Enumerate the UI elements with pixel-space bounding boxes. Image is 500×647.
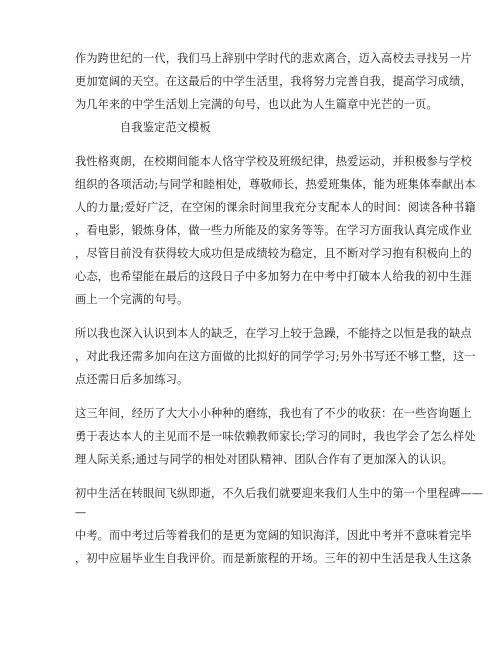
paragraph-line: ，初中应届毕业生自我评价。而是新旅程的开场。三年的初中生活是我人生这条 [75, 552, 472, 565]
paragraph-line: 组织的各项活动;与同学和睦相处，尊敬师长，热爱班集体，能为班集体奉献出本 [75, 178, 476, 191]
paragraph-line: 中考。而中考过后等着我们的是更为宽阔的知识海洋，因此中考并不意味着完毕 [75, 529, 472, 542]
paragraph-line: 人的力量;爱好广泛，在空闲的课余时间里我充分支配本人的时间：阅读各种书籍 [75, 201, 476, 214]
paragraph-line: 勇于表达本人的主见而不是一味依赖教师家长;学习的同时，我也学会了怎么样处 [75, 430, 476, 443]
paragraph-line: 作为跨世纪的一代，我们马上辞别中学时代的悲欢离合，迈入高校去寻找另一片 [75, 52, 472, 65]
paragraph-line: ，对此我还需多加向在这方面做的比拟好的同学学习;另外书写还不够工整，这一 [75, 350, 476, 363]
paragraph-line: 初中生活在转眼间飞纵即逝，不久后我们就要迎来我们人生中的第一个里程碑—— [75, 487, 484, 500]
paragraph-line: 画上一个完满的句号。 [75, 293, 189, 306]
paragraph-line: 心态，也希望能在最后的这段日子中多加努力在中考中打破本人给我的初中生涯 [75, 270, 472, 283]
paragraph-line: 理人际关系;通过与同学的相处对团队精神、团队合作有了更加深入的认识。 [75, 453, 454, 466]
section-heading: 自我鉴定范文模板 [120, 121, 211, 134]
paragraph-line: 这三年间，经历了大大小小种种的磨练，我也有了不少的收获：在一些咨询题上 [75, 407, 472, 420]
paragraph-line: 所以我也深入认识到本人的缺乏，在学习上较于急躁，不能持之以恒是我的缺点 [75, 327, 472, 340]
paragraph-line: ，尽管目前没有获得较大成功但是成绩较为稳定，且不断对学习抱有积极向上的 [75, 247, 472, 260]
paragraph-line: 我性格爽朗，在校期间能本人恪守学校及班级纪律，热爱运动，并积极参与学校 [75, 155, 472, 168]
paragraph-line: 点还需日后多加练习。 [75, 373, 189, 386]
paragraph-line: 为几年来的中学生活划上完满的句号，也以此为人生篇章中光芒的一页。 [75, 98, 438, 111]
paragraph-line: 更加宽阔的天空。在这最后的中学生活里，我将努力完善自我，提高学习成绩， [75, 75, 472, 88]
paragraph-line: ，看电影，锻炼身体，做一些力所能及的家务等等。在学习方面我认真完成作业 [75, 224, 472, 237]
paragraph-line: — [75, 506, 87, 519]
